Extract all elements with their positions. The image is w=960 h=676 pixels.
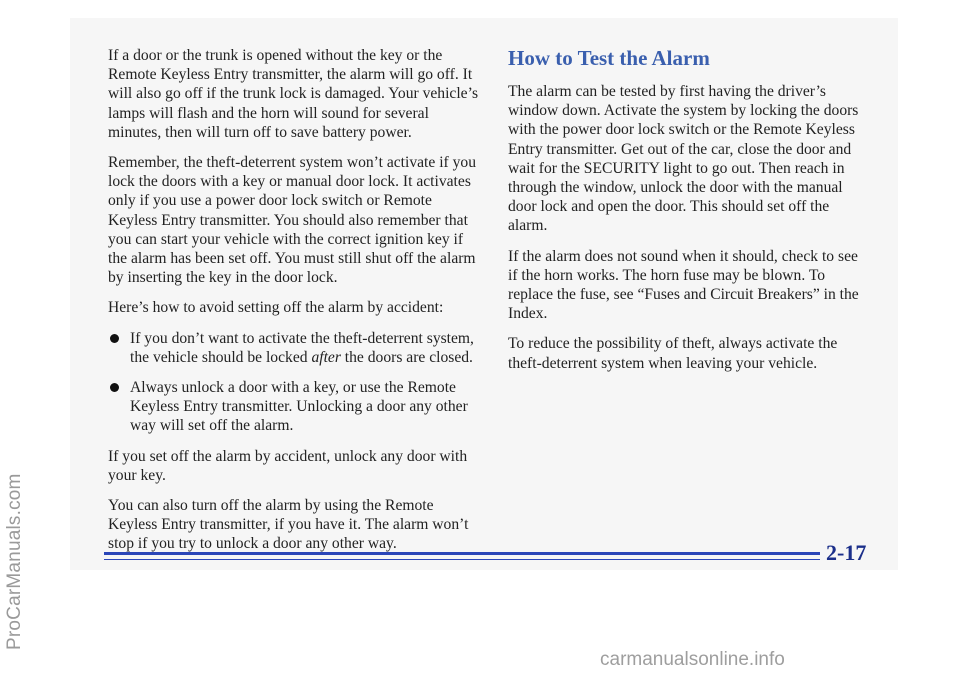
footer-rule-thin [104, 559, 820, 560]
right-para-1: The alarm can be tested by first having the driver’s window down. Activate the system by locking the doors with the power door lock switch or the Remote Keyless Entry transmitter. Get out of the car, close the door and wait for the SECURITY light to go out. Then reach in through the window, unlock the door with the manual door lock and open the door. This should set off the alarm. [508, 83, 859, 235]
bullet-1-emphasis: after [311, 348, 341, 366]
bullet-dot-icon [110, 334, 119, 343]
left-column [108, 46, 480, 565]
section-heading: How to Test the Alarm [508, 46, 710, 70]
footer-rule-thick [104, 552, 820, 555]
bullet-item-1 [108, 329, 480, 367]
bullet-1-text-start: If you don’t want to activate the theft-deterrent system, the vehicle should be locked [130, 329, 474, 366]
bullet-2-text: Always unlock a door with a key, or use the Remote Keyless Entry transmitter. Unlocking a door any other way will set off the alarm. [130, 379, 468, 435]
footer-site-link[interactable]: carmanualsonline.info [600, 649, 785, 670]
right-para-3: To reduce the possibility of theft, always activate the theft-deterrent system when leaving your vehicle. [508, 335, 838, 372]
bullet-1-text-end: the doors are closed. [340, 348, 473, 366]
right-para-2: If the alarm does not sound when it should, check to see if the horn works. The horn fuse may be blown. To replace the fuse, see “Fuses and Circuit Breakers” in the Index. [508, 247, 859, 323]
left-para-3: Here’s how to avoid setting off the alarm by accident: [108, 299, 444, 317]
page-number: 2-17 [826, 540, 867, 565]
left-para-1: If a door or the trunk is opened without the key or the Remote Keyless Entry transmitter, the alarm will go off. It will also go off if the trunk lock is damaged. Your vehicle’s lamps will flash and the horn will sound for several minutes, then will turn off to save battery power. [108, 47, 479, 141]
bullet-item-2 [108, 378, 480, 436]
right-column [508, 46, 868, 384]
left-para-5: You can also turn off the alarm by using the Remote Keyless Entry transmitter, if you have it. The alarm won’t stop if you try to unlock a door any other way. [108, 497, 469, 553]
bullet-dot-icon [110, 383, 119, 392]
left-para-2: Remember, the theft-deterrent system won’t activate if you lock the doors with a key or manual door lock. It activates only if you use a power door lock switch or Remote Keyless Entry transmitter. You should also remember that you can start your vehicle with the correct ignition key if the alarm has been set off. You must still shut off the alarm by inserting the key in the door lock. [108, 154, 477, 287]
watermark-vertical: ProCarManuals.com [4, 473, 25, 650]
left-para-4: If you set off the alarm by accident, unlock any door with your key. [108, 447, 468, 484]
